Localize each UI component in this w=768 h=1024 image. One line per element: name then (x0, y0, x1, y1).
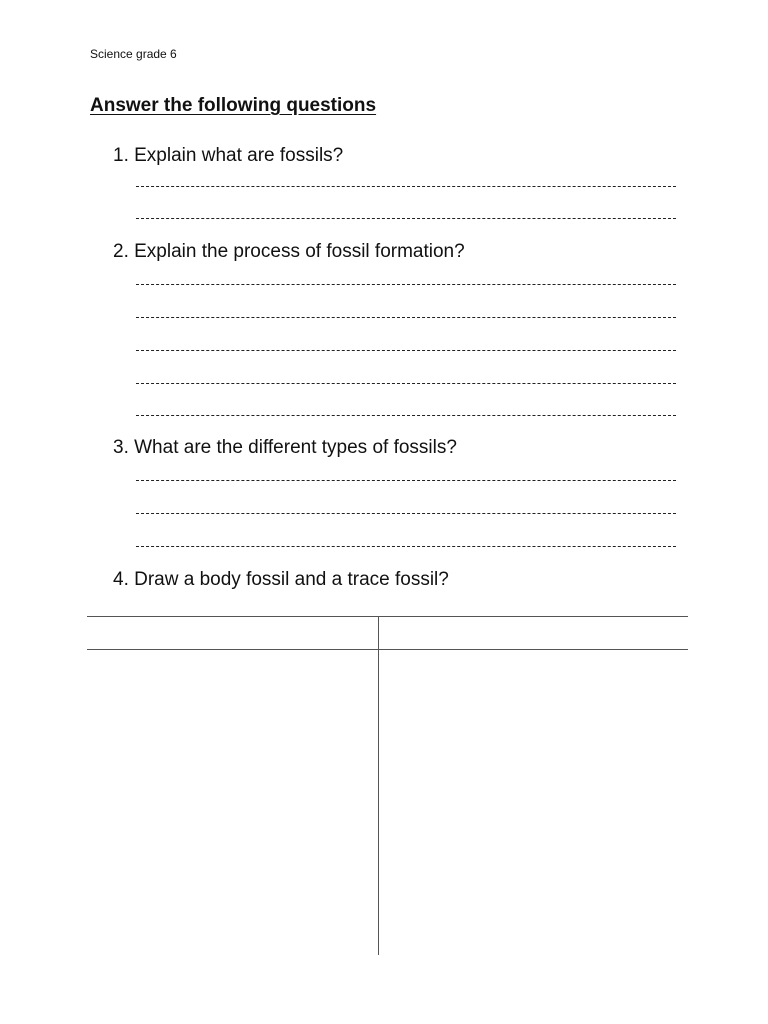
question-3: 3. What are the different types of fossils? (113, 437, 457, 458)
table-column-divider (378, 616, 379, 955)
worksheet-header: Science grade 6 (90, 47, 177, 61)
page-title: Answer the following questions (90, 95, 377, 116)
answer-line-q3-3 (136, 546, 676, 547)
drawing-area-left[interactable] (87, 651, 378, 955)
answer-line-q2-2 (136, 317, 676, 318)
answer-line-q2-3 (136, 350, 676, 351)
table-header-separator (87, 649, 688, 650)
question-2: 2. Explain the process of fossil formation? (113, 241, 465, 262)
answer-line-q1-1 (136, 186, 676, 187)
answer-line-q2-1 (136, 284, 676, 285)
drawing-area-right[interactable] (380, 651, 688, 955)
question-4: 4. Draw a body fossil and a trace fossil? (113, 569, 449, 590)
answer-line-q3-1 (136, 480, 676, 481)
table-header-cell-body-fossil[interactable] (87, 617, 378, 649)
answer-line-q2-5 (136, 415, 676, 416)
answer-line-q2-4 (136, 383, 676, 384)
answer-line-q3-2 (136, 513, 676, 514)
answer-line-q1-2 (136, 218, 676, 219)
table-header-cell-trace-fossil[interactable] (380, 617, 688, 649)
question-1: 1. Explain what are fossils? (113, 145, 344, 166)
